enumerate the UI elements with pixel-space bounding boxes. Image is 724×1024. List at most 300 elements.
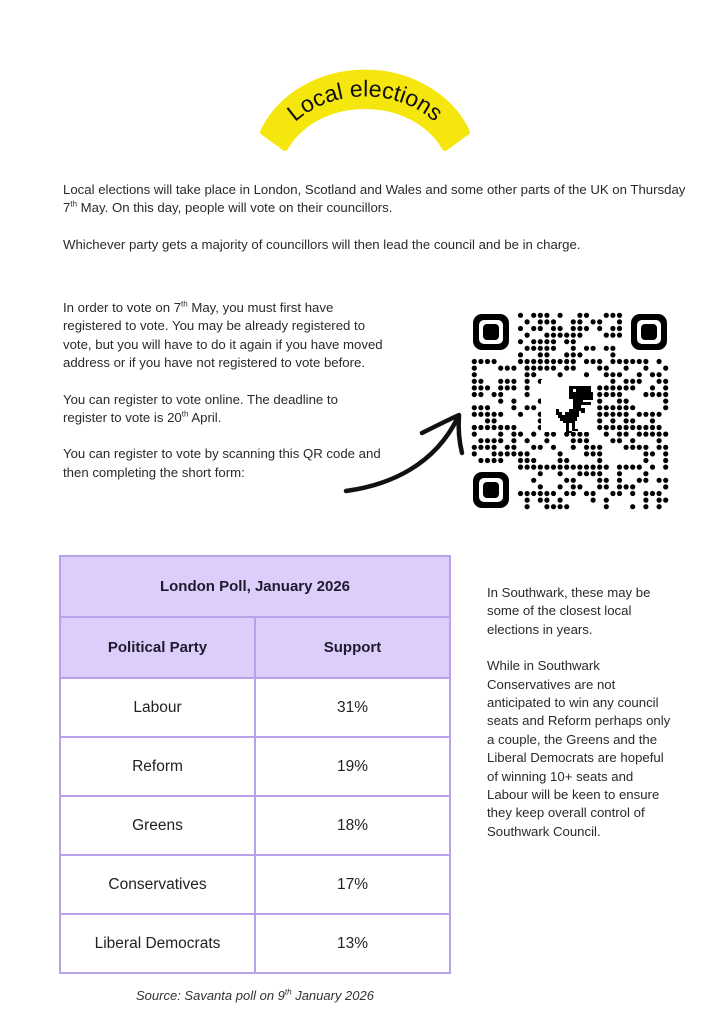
qr-module [597, 412, 602, 417]
qr-module [485, 425, 490, 430]
qr-module [571, 445, 576, 450]
qr-module [597, 399, 602, 404]
qr-module [650, 425, 655, 430]
qr-module [551, 319, 556, 324]
qr-module [591, 346, 596, 351]
qr-module [531, 432, 536, 437]
qr-module [525, 491, 530, 496]
qr-module [571, 352, 576, 357]
qr-module [505, 366, 510, 371]
qr-module [525, 372, 530, 377]
qr-module [518, 359, 523, 364]
qr-module [472, 366, 477, 371]
qr-module [663, 484, 668, 489]
qr-module [657, 491, 662, 496]
qr-module [571, 478, 576, 483]
qr-module [604, 504, 609, 509]
intro-paragraph-2: Whichever party gets a majority of councillors will then lead the council and be in charge. [63, 236, 581, 252]
qr-module [650, 372, 655, 377]
qr-module [538, 484, 543, 489]
qr-module [492, 438, 497, 443]
support-cell: 18% [255, 796, 450, 855]
qr-module [485, 458, 490, 463]
qr-module [511, 425, 516, 430]
qr-module [643, 458, 648, 463]
qr-module [624, 484, 629, 489]
qr-module [624, 418, 629, 423]
qr-module [577, 465, 582, 470]
qr-module [624, 432, 629, 437]
registration-paragraph-2 [63, 391, 383, 428]
qr-module [531, 366, 536, 371]
superscript: th [181, 299, 188, 309]
qr-module [604, 465, 609, 470]
qr-module [511, 445, 516, 450]
qr-module [531, 458, 536, 463]
qr-module [538, 366, 543, 371]
qr-module [518, 412, 523, 417]
qr-module [630, 445, 635, 450]
qr-module [564, 333, 569, 338]
qr-module [498, 392, 503, 397]
qr-module [492, 392, 497, 397]
qr-module [544, 491, 549, 496]
qr-module [637, 379, 642, 384]
qr-module [657, 412, 662, 417]
commentary-paragraph-2: While in Southwark Conservatives are not anticipated to win any council seats and Reform perhaps only a couple, the Greens and the Liberal Democrats are hopeful of winning 10+ seats and Labour will be keen to ensure they keep overall control of Southwark Council. [487, 658, 671, 839]
qr-module [604, 405, 609, 410]
qr-module [617, 399, 622, 404]
qr-module [485, 385, 490, 390]
qr-module [637, 359, 642, 364]
registration-text: In order to vote on 7 [63, 300, 182, 315]
qr-module [657, 445, 662, 450]
qr-module [525, 451, 530, 456]
qr-module [531, 491, 536, 496]
qr-module [604, 392, 609, 397]
qr-module [610, 405, 615, 410]
qr-module [551, 465, 556, 470]
qr-module [498, 385, 503, 390]
qr-module [617, 491, 622, 496]
qr-module [637, 425, 642, 430]
qr-module [591, 451, 596, 456]
table-row [60, 796, 450, 855]
qr-module [525, 346, 530, 351]
qr-module [657, 438, 662, 443]
qr-module [643, 504, 648, 509]
qr-module [643, 425, 648, 430]
qr-module [478, 392, 483, 397]
qr-module [630, 385, 635, 390]
qr-module [624, 425, 629, 430]
qr-module [472, 451, 477, 456]
qr-module [610, 333, 615, 338]
column-header-party: Political Party [60, 617, 255, 678]
qr-module [577, 352, 582, 357]
qr-module [617, 405, 622, 410]
registration-text: April. [188, 410, 222, 426]
qr-module [558, 484, 563, 489]
qr-module [577, 333, 582, 338]
superscript: th [284, 987, 292, 997]
qr-module [663, 392, 668, 397]
registration-paragraph-1 [63, 299, 383, 373]
qr-module [597, 484, 602, 489]
qr-module [538, 352, 543, 357]
qr-module [617, 432, 622, 437]
qr-module [564, 352, 569, 357]
dinosaur-icon [541, 380, 597, 433]
qr-module [610, 372, 615, 377]
qr-module [492, 451, 497, 456]
qr-module [643, 445, 648, 450]
qr-module [604, 478, 609, 483]
qr-module [571, 339, 576, 344]
qr-module [663, 478, 668, 483]
qr-module [551, 445, 556, 450]
qr-module [538, 445, 543, 450]
qr-module [610, 326, 615, 331]
qr-module [643, 478, 648, 483]
qr-module [518, 458, 523, 463]
qr-code-icon[interactable] [471, 312, 669, 510]
qr-module [518, 326, 523, 331]
qr-module [584, 432, 589, 437]
qr-module [617, 412, 622, 417]
banner-title [282, 75, 448, 126]
qr-module [624, 366, 629, 371]
qr-module [558, 372, 563, 377]
qr-finder-top-right [631, 314, 667, 350]
qr-module [643, 498, 648, 503]
qr-module [604, 498, 609, 503]
qr-module [584, 346, 589, 351]
qr-module [525, 458, 530, 463]
qr-module [485, 418, 490, 423]
qr-module [472, 372, 477, 377]
qr-module [657, 372, 662, 377]
qr-module [525, 385, 530, 390]
qr-module [544, 465, 549, 470]
qr-module [531, 445, 536, 450]
qr-module [657, 359, 662, 364]
qr-module [597, 319, 602, 324]
qr-module [498, 451, 503, 456]
registration-paragraph-3: You can register to vote by scanning this QR code and then completing the short form: [63, 446, 381, 480]
qr-module [597, 385, 602, 390]
qr-module [478, 379, 483, 384]
qr-module [604, 425, 609, 430]
qr-module [558, 333, 563, 338]
qr-module [663, 445, 668, 450]
qr-module [663, 379, 668, 384]
qr-module [518, 352, 523, 357]
qr-module [650, 432, 655, 437]
qr-module [531, 326, 536, 331]
qr-module [584, 313, 589, 318]
qr-module [637, 465, 642, 470]
qr-module [610, 491, 615, 496]
qr-module [637, 478, 642, 483]
qr-module [544, 359, 549, 364]
qr-module [551, 504, 556, 509]
qr-module [617, 438, 622, 443]
table-row [60, 737, 450, 796]
qr-module [492, 418, 497, 423]
qr-module [538, 465, 543, 470]
qr-module [551, 366, 556, 371]
curved-arrow-icon [340, 405, 470, 500]
qr-module [571, 484, 576, 489]
poll-title: London Poll, January 2026 [60, 556, 450, 617]
qr-module [657, 379, 662, 384]
qr-module [617, 319, 622, 324]
qr-module [577, 471, 582, 476]
qr-module [544, 333, 549, 338]
qr-module [571, 319, 576, 324]
qr-module [478, 458, 483, 463]
qr-module [525, 504, 530, 509]
qr-module [564, 359, 569, 364]
qr-module [538, 319, 543, 324]
qr-module [511, 385, 516, 390]
qr-module [604, 333, 609, 338]
qr-module [643, 366, 648, 371]
qr-module [663, 465, 668, 470]
qr-module [525, 498, 530, 503]
qr-module [597, 458, 602, 463]
qr-module [511, 432, 516, 437]
qr-module [610, 392, 615, 397]
qr-module [610, 359, 615, 364]
qr-module [597, 425, 602, 430]
qr-module [525, 333, 530, 338]
qr-module [511, 438, 516, 443]
qr-module [624, 445, 629, 450]
qr-module [472, 425, 477, 430]
intro-text: Local elections will take place in London, Scotland and Wales and some other parts of the UK on Thursday 7 [63, 182, 686, 216]
qr-module [657, 504, 662, 509]
qr-module [544, 498, 549, 503]
qr-module [485, 438, 490, 443]
qr-module [531, 359, 536, 364]
qr-module [617, 333, 622, 338]
qr-module [538, 498, 543, 503]
qr-module [492, 412, 497, 417]
qr-module [511, 399, 516, 404]
qr-module [538, 491, 543, 496]
qr-module [538, 359, 543, 364]
qr-module [525, 359, 530, 364]
qr-module [538, 326, 543, 331]
support-cell: 17% [255, 855, 450, 914]
intro-section [63, 181, 703, 254]
qr-module [663, 432, 668, 437]
qr-finder-bottom-left [473, 472, 509, 508]
qr-module [492, 359, 497, 364]
qr-module [584, 359, 589, 364]
qr-module [610, 379, 615, 384]
qr-module [597, 451, 602, 456]
commentary-paragraph-1: In Southwark, these may be some of the closest local elections in years. [487, 585, 651, 637]
qr-module [518, 451, 523, 456]
column-header-support: Support [255, 617, 450, 678]
qr-module [577, 484, 582, 489]
qr-module [472, 385, 477, 390]
qr-module [531, 313, 536, 318]
support-cell: 13% [255, 914, 450, 973]
qr-module [584, 471, 589, 476]
qr-module [624, 385, 629, 390]
qr-module [630, 379, 635, 384]
qr-module [478, 359, 483, 364]
qr-module [472, 359, 477, 364]
qr-module [472, 432, 477, 437]
qr-module [597, 359, 602, 364]
qr-module [558, 458, 563, 463]
party-cell: Reform [60, 737, 255, 796]
qr-module [571, 438, 576, 443]
southwark-commentary [487, 584, 677, 841]
qr-module [663, 458, 668, 463]
registration-section [63, 299, 383, 482]
qr-module [610, 313, 615, 318]
qr-module [525, 379, 530, 384]
qr-module [617, 465, 622, 470]
registration-text: You can register to vote online. The deadline to register to vote is 20 [63, 391, 338, 426]
qr-module [498, 379, 503, 384]
qr-module [492, 445, 497, 450]
qr-module [637, 432, 642, 437]
qr-module [544, 319, 549, 324]
qr-module [617, 484, 622, 489]
qr-module [564, 504, 569, 509]
qr-module [597, 445, 602, 450]
qr-module [505, 385, 510, 390]
qr-module [571, 465, 576, 470]
qr-module [478, 445, 483, 450]
qr-module [643, 392, 648, 397]
qr-module [551, 432, 556, 437]
qr-module [511, 379, 516, 384]
qr-module [544, 339, 549, 344]
qr-module [643, 491, 648, 496]
qr-module [544, 432, 549, 437]
qr-module [472, 445, 477, 450]
qr-module [617, 326, 622, 331]
qr-module [663, 451, 668, 456]
qr-module [630, 405, 635, 410]
qr-module [624, 379, 629, 384]
qr-module [643, 471, 648, 476]
qr-module [617, 372, 622, 377]
qr-module [577, 313, 582, 318]
qr-module [610, 418, 615, 423]
qr-module [538, 339, 543, 344]
qr-module [650, 418, 655, 423]
poll-source [59, 988, 451, 1003]
qr-module [657, 498, 662, 503]
qr-module [617, 385, 622, 390]
qr-module [571, 366, 576, 371]
qr-module [558, 465, 563, 470]
intro-paragraph-1 [63, 181, 703, 218]
banner-title-text: Local elections [281, 75, 449, 127]
qr-module [617, 425, 622, 430]
qr-module [617, 392, 622, 397]
qr-module [564, 458, 569, 463]
poll-title-row [60, 556, 450, 617]
qr-module [525, 405, 530, 410]
superscript: th [70, 200, 78, 210]
qr-module [478, 412, 483, 417]
qr-module [551, 491, 556, 496]
qr-module [643, 432, 648, 437]
qr-module [630, 504, 635, 509]
qr-module [472, 412, 477, 417]
qr-module [610, 385, 615, 390]
qr-module [630, 425, 635, 430]
qr-module [525, 392, 530, 397]
qr-module [485, 405, 490, 410]
qr-module [531, 405, 536, 410]
party-cell: Conservatives [60, 855, 255, 914]
qr-module [643, 412, 648, 417]
qr-module [544, 366, 549, 371]
qr-module [485, 445, 490, 450]
qr-module [584, 445, 589, 450]
qr-module [518, 465, 523, 470]
qr-module [591, 445, 596, 450]
qr-module [558, 313, 563, 318]
qr-module [577, 326, 582, 331]
qr-module [531, 372, 536, 377]
qr-module [597, 405, 602, 410]
qr-module [551, 359, 556, 364]
qr-module [604, 313, 609, 318]
qr-module [630, 484, 635, 489]
qr-module [604, 385, 609, 390]
qr-module [657, 478, 662, 483]
qr-module [630, 359, 635, 364]
qr-finder-top-left [473, 314, 509, 350]
qr-module [637, 445, 642, 450]
qr-module [485, 359, 490, 364]
qr-module [525, 319, 530, 324]
qr-module [558, 359, 563, 364]
qr-module [544, 346, 549, 351]
qr-module [637, 372, 642, 377]
qr-module [630, 438, 635, 443]
table-row [60, 914, 450, 973]
qr-module [624, 465, 629, 470]
qr-module [584, 438, 589, 443]
qr-module [591, 359, 596, 364]
qr-module [525, 438, 530, 443]
qr-module [531, 465, 536, 470]
qr-module [650, 385, 655, 390]
qr-module [472, 392, 477, 397]
qr-module [472, 379, 477, 384]
qr-module [531, 478, 536, 483]
qr-module [544, 438, 549, 443]
table-row [60, 678, 450, 737]
qr-module [584, 451, 589, 456]
qr-module [584, 465, 589, 470]
poll-table [59, 555, 451, 974]
qr-module [657, 392, 662, 397]
